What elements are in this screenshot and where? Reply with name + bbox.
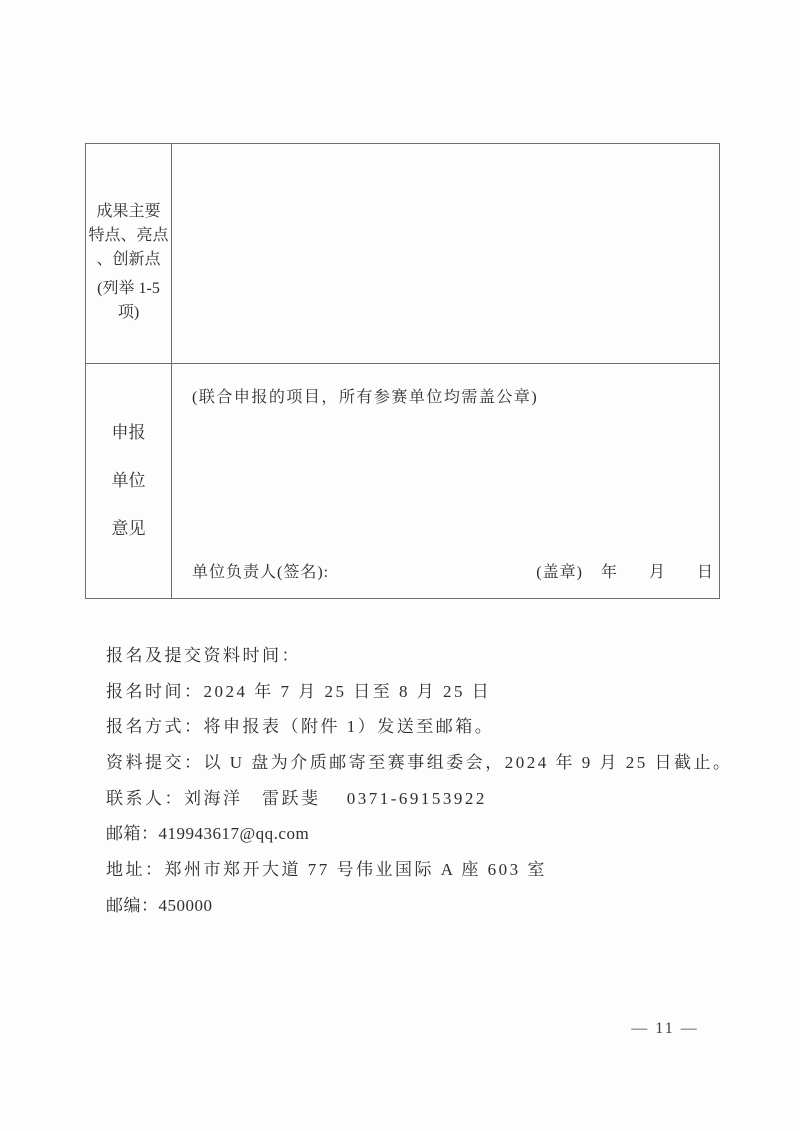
registration-info-block: [106, 638, 746, 924]
features-content-cell: [172, 144, 719, 363]
signature-row: [192, 559, 714, 582]
info-line-registration-time: 报名时间：2024 年 7 月 25 日至 8 月 25 日: [106, 681, 492, 701]
signature-label: 单位负责人(签名):: [192, 564, 330, 581]
features-label-line: (列举 1-5: [97, 280, 160, 297]
application-form-table: [85, 143, 720, 599]
page-number: — 11 —: [631, 1020, 699, 1037]
joint-application-note: (联合申报的项目，所有参赛单位均需盖公章): [192, 389, 539, 406]
table-row-features: [86, 144, 719, 364]
table-row-unit-opinion: [86, 364, 719, 598]
unit-opinion-label-line: 意见: [111, 519, 146, 538]
month-label: 月: [648, 564, 666, 581]
features-label-line: 项): [117, 304, 140, 321]
features-label-cell: [86, 144, 172, 363]
seal-label: (盖章): [536, 564, 583, 581]
info-line-contacts: 联系人：刘海洋 雷跃斐 0371-69153922: [106, 788, 487, 808]
unit-opinion-label-cell: [86, 364, 172, 598]
unit-opinion-content-cell: [172, 364, 719, 598]
info-line-registration-method: 报名方式：将申报表（附件 1）发送至邮箱。: [106, 717, 495, 737]
features-label-line: 特点、亮点: [88, 227, 169, 244]
features-label-line: 成果主要: [96, 203, 161, 220]
info-line-material-submission: 资料提交：以 U 盘为介质邮寄至赛事组委会，2024 年 9 月 25 日截止。: [106, 753, 733, 773]
features-label-line: 、创新点: [96, 251, 161, 268]
unit-opinion-label-line: 申报: [111, 423, 146, 442]
info-line-deadline-header: 报名及提交资料时间：: [106, 646, 301, 665]
info-line-address: 地址：郑州市郑开大道 77 号伟业国际 A 座 603 室: [106, 860, 547, 880]
info-line-email: 邮箱：419943617@qq.com: [106, 824, 310, 844]
year-label: 年: [600, 564, 618, 581]
unit-opinion-label-line: 单位: [111, 471, 146, 490]
day-label: 日: [696, 564, 714, 581]
info-line-postal-code: 邮编：450000: [106, 895, 213, 915]
